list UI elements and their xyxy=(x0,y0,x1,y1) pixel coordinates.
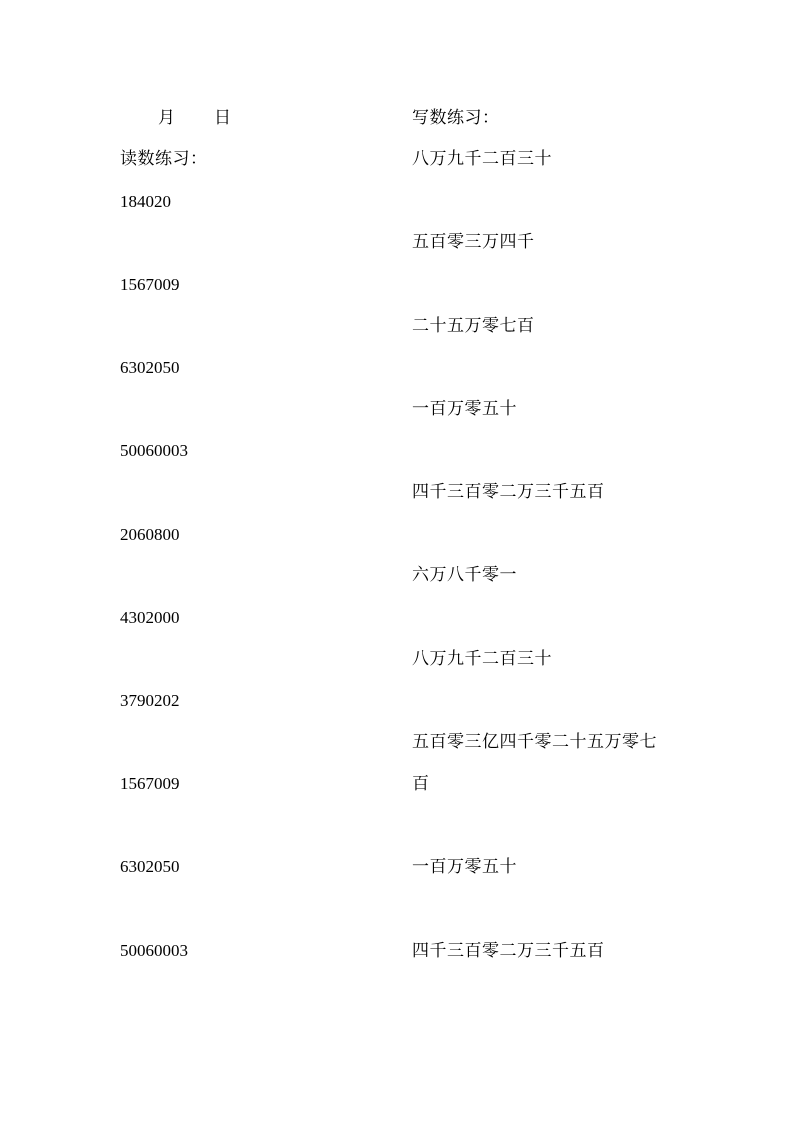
writing-number: 八万九千二百三十 xyxy=(412,149,552,169)
reading-number: 1567009 xyxy=(120,774,180,793)
writing-number: 八万九千二百三十 xyxy=(412,649,552,669)
month-label: 月 xyxy=(158,108,176,128)
reading-number: 3790202 xyxy=(120,691,180,710)
writing-practice-title: 写数练习： xyxy=(412,108,500,128)
reading-number: 6302050 xyxy=(120,857,180,876)
reading-number: 184020 xyxy=(120,192,171,211)
reading-practice-title: 读数练习： xyxy=(120,149,208,169)
writing-number: 六万八千零一 xyxy=(412,565,517,585)
reading-number: 50060003 xyxy=(120,941,188,960)
reading-number: 50060003 xyxy=(120,441,188,460)
writing-number: 一百万零五十 xyxy=(412,857,517,877)
writing-number: 五百零三亿四千零二十五万零七 xyxy=(412,732,657,752)
writing-number: 五百零三万四千 xyxy=(412,232,535,252)
reading-number: 4302000 xyxy=(120,608,180,627)
writing-number-continuation: 百 xyxy=(412,774,430,794)
writing-number: 一百万零五十 xyxy=(412,399,517,419)
writing-number: 二十五万零七百 xyxy=(412,316,535,336)
reading-number: 6302050 xyxy=(120,358,180,377)
reading-number: 1567009 xyxy=(120,275,180,294)
reading-number: 2060800 xyxy=(120,525,180,544)
day-label: 日 xyxy=(214,108,232,128)
writing-number: 四千三百零二万三千五百 xyxy=(412,941,605,961)
writing-number: 四千三百零二万三千五百 xyxy=(412,482,605,502)
